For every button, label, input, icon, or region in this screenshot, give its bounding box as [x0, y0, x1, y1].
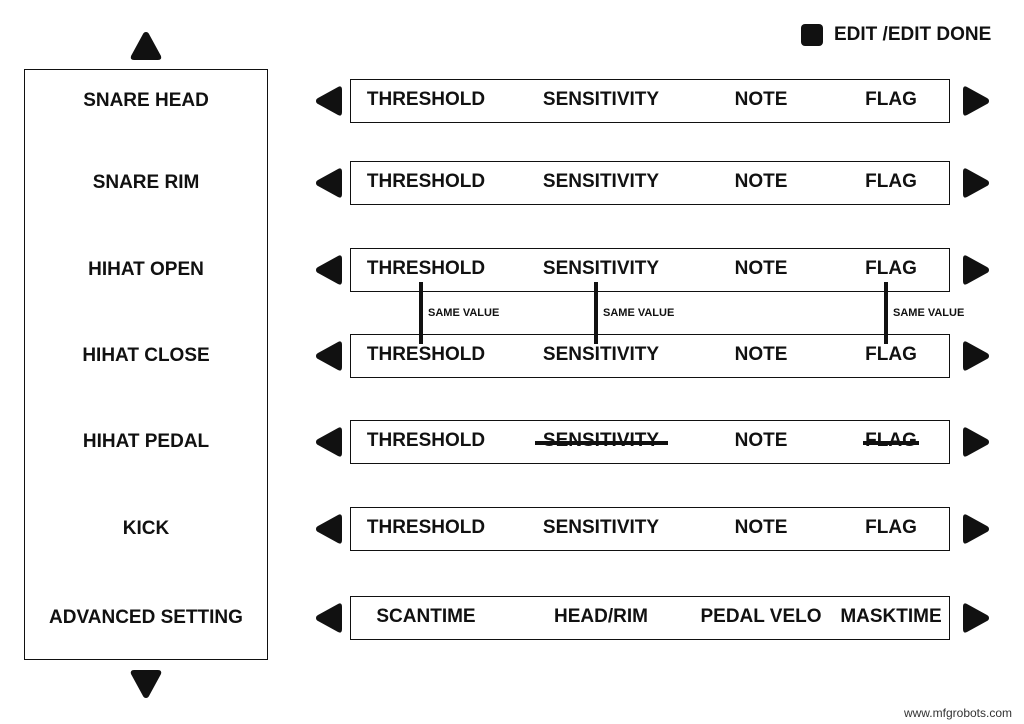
param-flag[interactable]: FLAG [865, 89, 917, 110]
prev-param-arrow-icon[interactable] [314, 86, 344, 116]
param-sensitivity[interactable]: SENSITIVITY [542, 344, 660, 365]
param-masktime[interactable]: MASKTIME [840, 606, 942, 627]
watermark: www.mfgrobots.com [903, 706, 1012, 720]
param-sensitivity[interactable]: SENSITIVITY [542, 89, 660, 110]
param-scantime[interactable]: SCANTIME [376, 606, 476, 627]
same-value-label: SAME VALUE [428, 307, 500, 319]
param-note[interactable]: NOTE [734, 344, 788, 365]
prev-param-arrow-icon[interactable] [314, 168, 344, 198]
param-sensitivity[interactable]: SENSITIVITY [542, 171, 660, 192]
same-value-link-line [419, 282, 423, 344]
prev-param-arrow-icon[interactable] [314, 341, 344, 371]
menu-item-snare-rim[interactable]: SNARE RIM [92, 172, 200, 193]
prev-param-arrow-icon[interactable] [314, 514, 344, 544]
param-note[interactable]: NOTE [734, 517, 788, 538]
strikethrough-line [863, 441, 919, 445]
next-param-arrow-icon[interactable] [961, 514, 991, 544]
menu-item-snare-head[interactable]: SNARE HEAD [83, 90, 209, 111]
param-threshold[interactable]: THRESHOLD [366, 171, 486, 192]
same-value-link-line [594, 282, 598, 344]
param-flag[interactable]: FLAG [865, 258, 917, 279]
strikethrough-line [535, 441, 668, 445]
scroll-up-icon[interactable] [129, 30, 163, 62]
param-flag[interactable]: FLAG [865, 344, 917, 365]
param-threshold[interactable]: THRESHOLD [366, 344, 486, 365]
menu-item-hihat-close[interactable]: HIHAT CLOSE [82, 345, 210, 366]
param-threshold[interactable]: THRESHOLD [366, 517, 486, 538]
param-threshold[interactable]: THRESHOLD [366, 430, 486, 451]
same-value-label: SAME VALUE [893, 307, 965, 319]
edit-square-icon[interactable] [801, 24, 823, 46]
param-flag[interactable]: FLAG [865, 171, 917, 192]
next-param-arrow-icon[interactable] [961, 341, 991, 371]
menu-item-hihat-open[interactable]: HIHAT OPEN [88, 259, 204, 280]
param-head-rim[interactable]: HEAD/RIM [554, 606, 648, 627]
same-value-link-line [884, 282, 888, 344]
param-flag[interactable]: FLAG [865, 517, 917, 538]
param-pedal-velo[interactable]: PEDAL VELO [700, 606, 822, 627]
param-threshold[interactable]: THRESHOLD [366, 89, 486, 110]
next-param-arrow-icon[interactable] [961, 427, 991, 457]
menu-item-hihat-pedal[interactable]: HIHAT PEDAL [82, 431, 210, 452]
next-param-arrow-icon[interactable] [961, 603, 991, 633]
same-value-label: SAME VALUE [603, 307, 675, 319]
param-sensitivity[interactable]: SENSITIVITY [542, 517, 660, 538]
prev-param-arrow-icon[interactable] [314, 427, 344, 457]
next-param-arrow-icon[interactable] [961, 86, 991, 116]
next-param-arrow-icon[interactable] [961, 255, 991, 285]
prev-param-arrow-icon[interactable] [314, 603, 344, 633]
param-note[interactable]: NOTE [734, 171, 788, 192]
param-threshold[interactable]: THRESHOLD [366, 258, 486, 279]
param-note[interactable]: NOTE [734, 89, 788, 110]
param-note[interactable]: NOTE [734, 258, 788, 279]
scroll-down-icon[interactable] [129, 668, 163, 700]
param-sensitivity[interactable]: SENSITIVITY [542, 258, 660, 279]
edit-button-label[interactable]: EDIT /EDIT DONE [834, 24, 992, 45]
menu-item-kick[interactable]: KICK [122, 518, 170, 539]
prev-param-arrow-icon[interactable] [314, 255, 344, 285]
param-note[interactable]: NOTE [734, 430, 788, 451]
next-param-arrow-icon[interactable] [961, 168, 991, 198]
menu-item-advanced-setting[interactable]: ADVANCED SETTING [49, 607, 243, 628]
